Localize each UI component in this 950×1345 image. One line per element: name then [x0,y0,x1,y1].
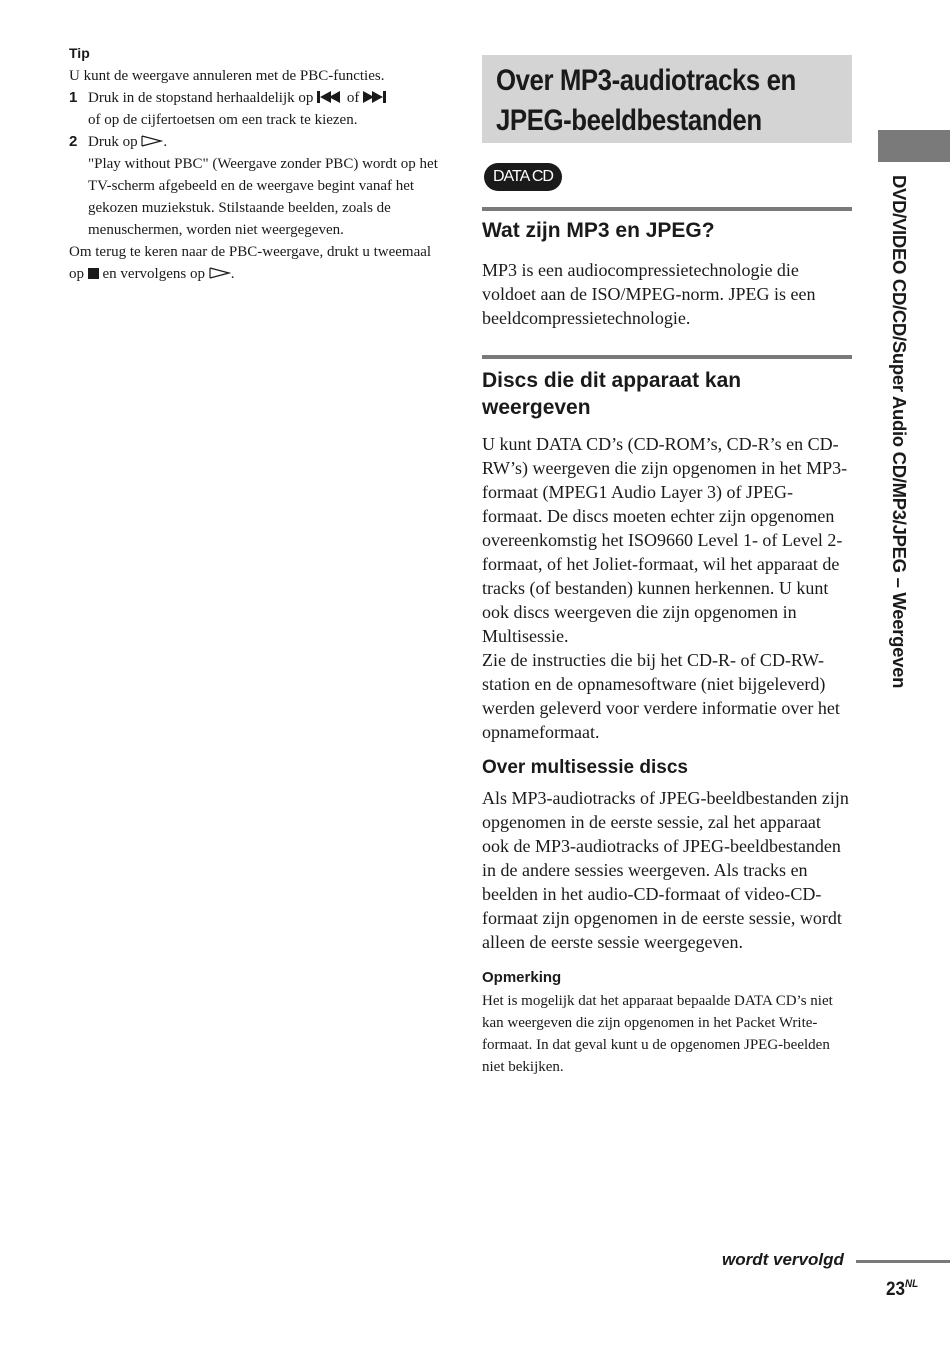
page-number [886,1278,918,1301]
step-1 [69,87,441,131]
section-body-mp3-jpeg: MP3 is een audiocompressietechnologie die voldoet aan de ISO/MPEG-norm. JPEG is een beeldcompressietechnologie. [482,260,816,328]
section-body-discs-2: Zie de instructies die bij het CD-R- of CD-RW-station en de opnamesoftware (niet bijgeleverd) werden geleverd voor verdere informatie over het opnameformaat. [482,650,840,742]
previous-track-icon [317,90,343,106]
section-divider [482,355,852,359]
step-2 [69,131,441,241]
outro-text-1: Om terug te keren naar de PBC-weergave, drukt u tweemaal op [69,244,432,282]
step-2-detail: "Play without PBC" (Weergave zonder PBC) wordt op het TV-scherm afgebeeld en de weergave begint vanaf het gekozen muziekstuk. Stilstaande beelden, zoals de menuschermen, worden niet weergegeven. [88,156,438,238]
outro-text-2: en vervolgens op [98,266,209,282]
side-tab-label: DVD/VIDEO CD/CD/Super Audio CD/MP3/JPEG – Weergeven [889,175,910,689]
page-language-suffix: NL [905,1278,919,1290]
tip-intro: U kunt de weergave annuleren met de PBC-functies. [69,68,385,84]
data-cd-badge: DATA CD [484,163,562,191]
subsection-heading-multisession: Over multisessie discs [482,757,688,778]
stop-icon [88,268,99,279]
note-body: Het is mogelijk dat het apparaat bepaalde DATA CD’s niet kan weergeven die zijn opgenomen in het Packet Write-formaat. In dat geval kunt u de opgenomen JPEG-beelden niet bekijken. [482,993,833,1075]
side-tab-marker [878,130,950,162]
tip-heading: Tip [69,45,90,61]
side-tab-label-wrapper [884,175,914,775]
step-2-period: . [163,134,168,150]
step-2-text: Druk op [88,134,142,150]
title-box [482,55,852,143]
step-number: 1 [69,89,78,106]
continued-label: wordt vervolgd [722,1250,844,1269]
play-icon [209,266,231,282]
step-number: 2 [69,133,78,150]
tip-column [69,45,441,285]
continued-rule [856,1260,950,1263]
note-heading: Opmerking [482,969,562,986]
step-1-text: Druk in de stopstand herhaaldelijk op [88,90,318,106]
section-heading-discs: Discs die dit apparaat kan weergeven [482,369,742,419]
subsection-body-multisession: Als MP3-audiotracks of JPEG-beeldbestanden zijn opgenomen in de eerste sessie, zal het apparaat ook de MP3-audiotracks of JPEG-beeldbestanden in de andere sessies weergeven. Als tracks en beelden in het audio-CD-formaat of video-CD-formaat zijn opgenomen in de eerste sessie, wordt alleen de eerste sessie weergegeven. [482,788,849,952]
next-track-icon [363,90,389,106]
pbc-return-text [69,241,441,285]
section-divider [482,207,852,211]
page-number-value: 23 [886,1279,906,1300]
page-title: Over MP3-audiotracks en JPEG-beeldbestanden [496,64,796,137]
main-column [482,55,852,1078]
play-icon [141,134,163,150]
outro-period: . [230,266,235,282]
section-heading-mp3-jpeg: Wat zijn MP3 en JPEG? [482,219,715,242]
section-body-discs: U kunt DATA CD’s (CD-ROM’s, CD-R’s en CD-RW’s) weergeven die zijn opgenomen in het MP3-formaat (MPEG1 Audio Layer 3) of JPEG-formaat. De discs moeten echter zijn opgenomen overeenkomstig het ISO9660 Level 1- of Level 2-formaat, of het Joliet-formaat, wil het apparaat de tracks (of bestanden) kunnen herkennen. U kunt ook discs weergeven die zijn opgenomen in Multisessie. [482,434,848,646]
step-1-or: of [343,90,364,106]
step-1-text-2: of op de cijfertoetsen om een track te kiezen. [88,112,358,128]
